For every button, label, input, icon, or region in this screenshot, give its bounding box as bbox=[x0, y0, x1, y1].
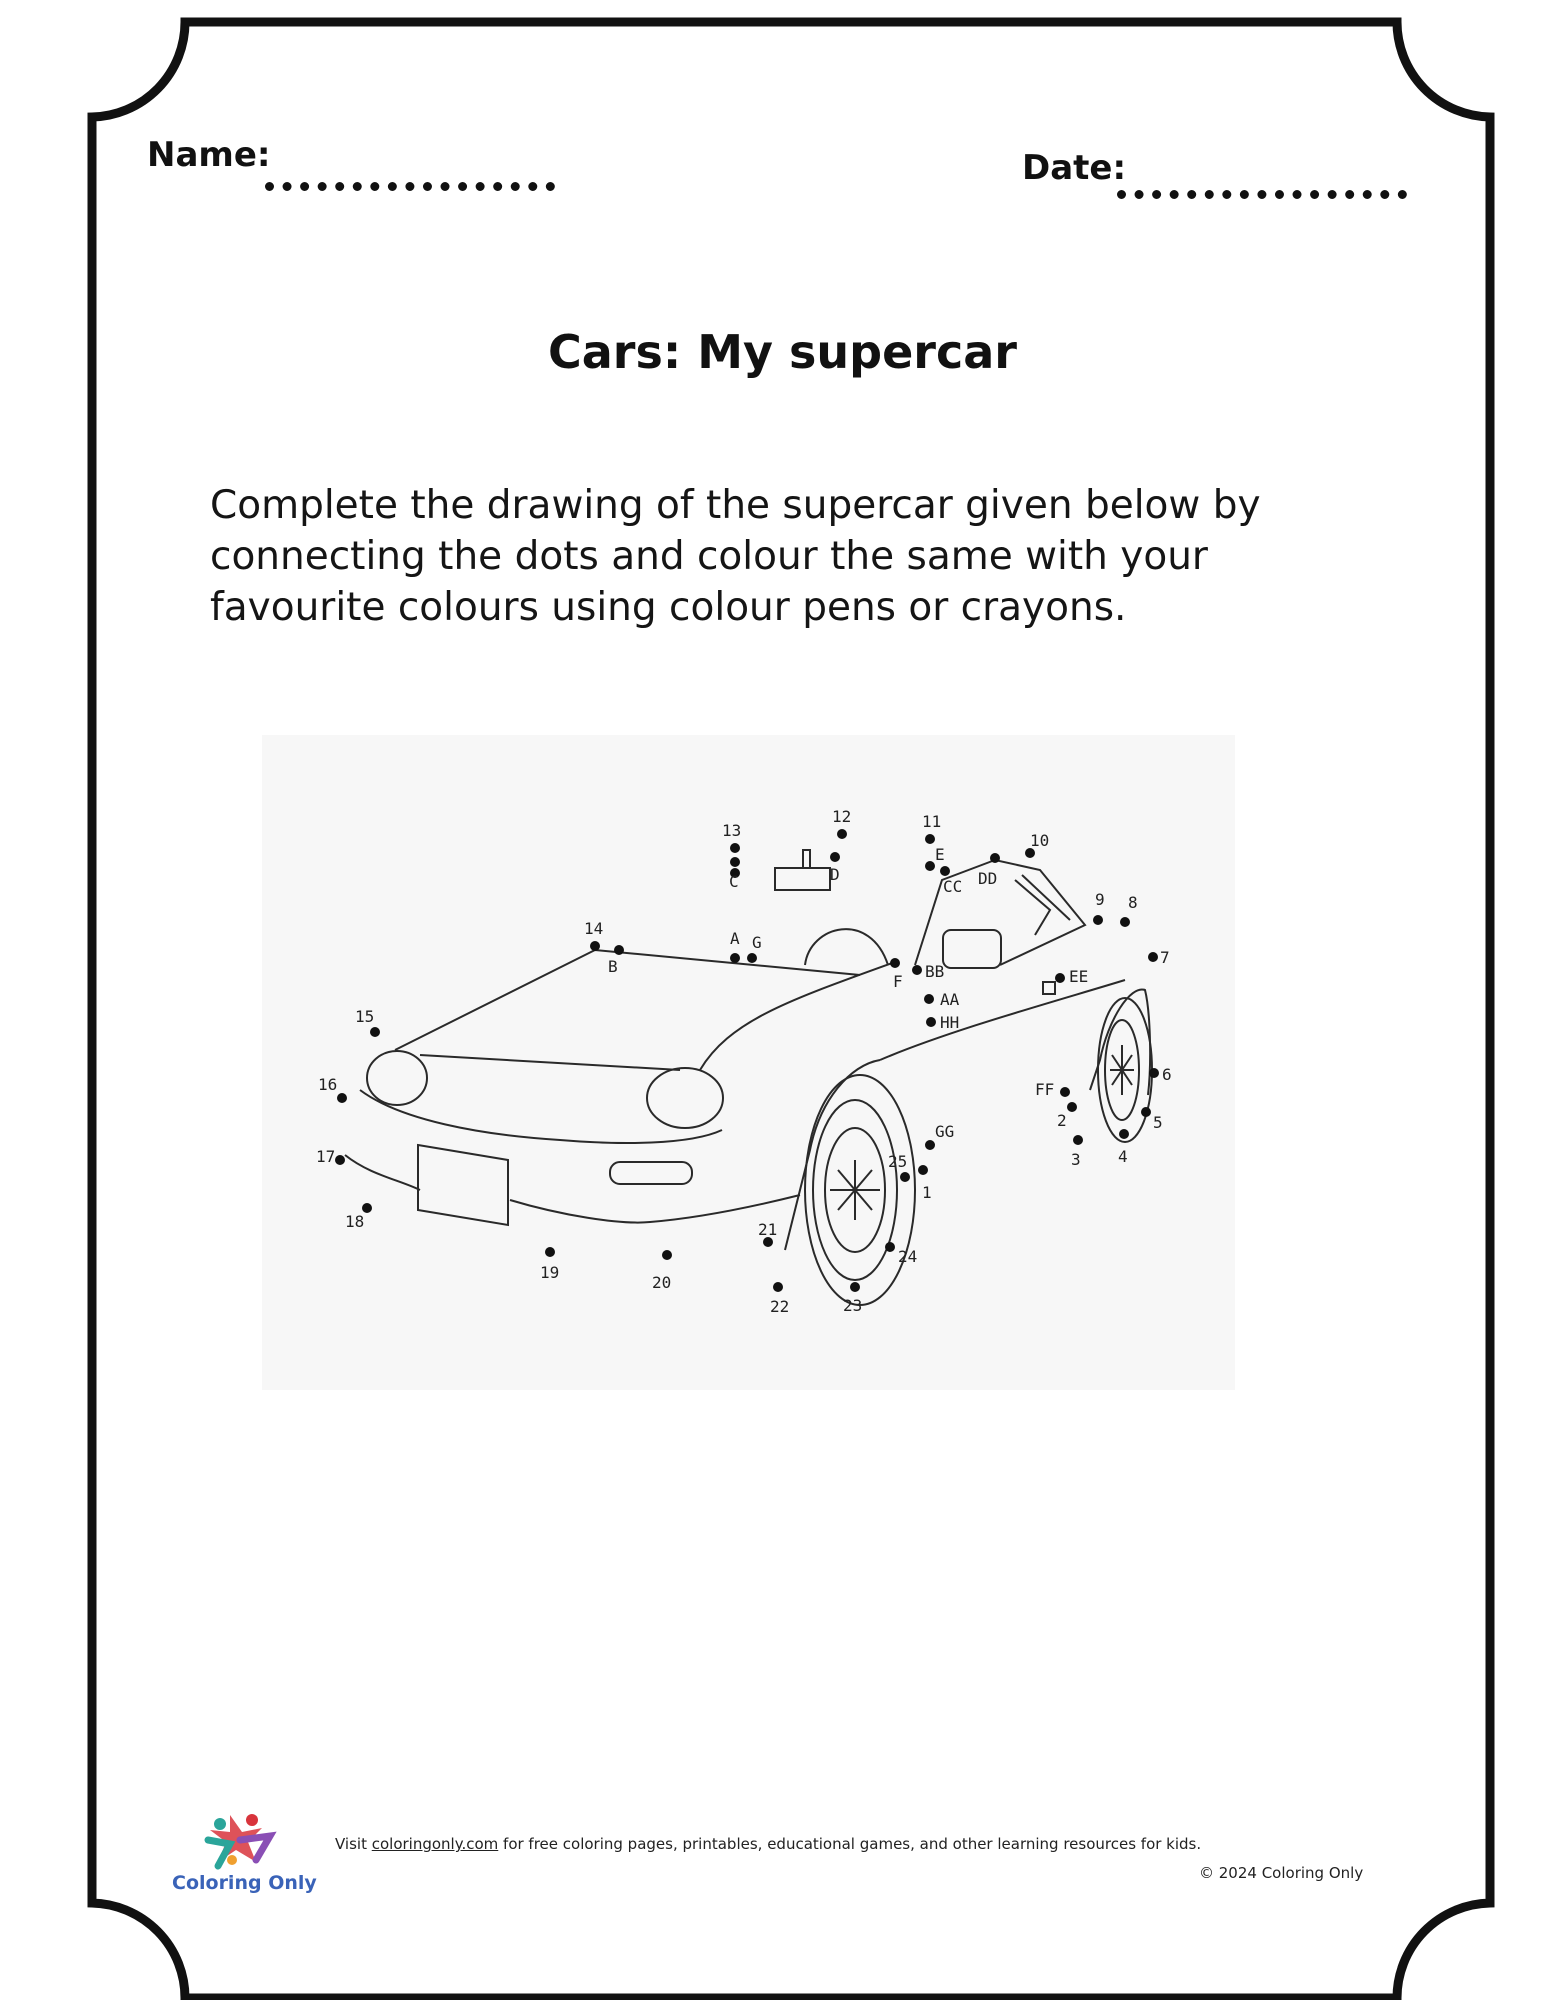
dot-label: 22 bbox=[770, 1297, 790, 1316]
name-field[interactable] bbox=[265, 182, 555, 191]
dot-label: 16 bbox=[318, 1075, 338, 1094]
dot-label: 14 bbox=[584, 919, 604, 938]
dot-label: 1 bbox=[922, 1183, 932, 1202]
dot-label: 6 bbox=[1162, 1065, 1172, 1084]
dot-label: HH bbox=[940, 1013, 960, 1032]
dot-label: FF bbox=[1035, 1080, 1055, 1099]
dot-label: 9 bbox=[1095, 890, 1105, 909]
dot-label: 25 bbox=[888, 1152, 908, 1171]
dot-label: 24 bbox=[898, 1247, 918, 1266]
dot-label: DD bbox=[978, 869, 998, 888]
dot-label: AA bbox=[940, 990, 960, 1009]
dot-label: 17 bbox=[316, 1147, 336, 1166]
dot-label: 5 bbox=[1153, 1113, 1163, 1132]
dot-label: E bbox=[935, 845, 945, 864]
date-label: Date: bbox=[1022, 148, 1127, 188]
dot-label: A bbox=[730, 929, 740, 948]
dot-label: D bbox=[830, 865, 840, 884]
dot-label: 15 bbox=[355, 1007, 375, 1026]
page-title: Cars: My supercar bbox=[548, 325, 1017, 379]
date-field[interactable] bbox=[1117, 190, 1407, 199]
dot-label: 20 bbox=[652, 1273, 672, 1292]
footer-visit-text: Visit bbox=[335, 1835, 372, 1853]
dot-label: EE bbox=[1069, 967, 1089, 986]
dot-label: 10 bbox=[1030, 831, 1050, 850]
dot-label: 4 bbox=[1118, 1147, 1128, 1166]
footer-link[interactable]: coloringonly.com bbox=[371, 1835, 499, 1853]
dot-label: CC bbox=[943, 877, 963, 896]
dot-label: 8 bbox=[1128, 893, 1138, 912]
dot-to-dot-car-picture bbox=[262, 735, 1235, 1390]
footer-rest-text: for free coloring pages, printables, educational games, and other learning resources for kids. bbox=[498, 1835, 1202, 1853]
dot-label: 13 bbox=[722, 821, 742, 840]
dot-label: 23 bbox=[843, 1296, 863, 1315]
dot-label: 18 bbox=[345, 1212, 365, 1231]
brand-name: Coloring Only bbox=[172, 1872, 317, 1894]
footer-text bbox=[335, 1835, 1201, 1853]
dot-label: 2 bbox=[1057, 1111, 1067, 1130]
dot-label: 11 bbox=[922, 812, 942, 831]
name-label: Name: bbox=[147, 135, 271, 175]
coloring-only-logo-icon bbox=[190, 1810, 285, 1872]
dot-label: 19 bbox=[540, 1263, 560, 1282]
dot-label: F bbox=[893, 972, 903, 991]
dot-label: BB bbox=[925, 962, 945, 981]
dot-label: GG bbox=[935, 1122, 955, 1141]
dot-label: 7 bbox=[1160, 948, 1170, 967]
copyright-text: © 2024 Coloring Only bbox=[1199, 1864, 1364, 1882]
dot-label: B bbox=[608, 957, 618, 976]
dot-label: 12 bbox=[832, 807, 852, 826]
dot-label: 3 bbox=[1071, 1150, 1081, 1169]
instructions-text: Complete the drawing of the supercar given below by connecting the dots and colour the same with your favourite colours using colour pens or crayons. bbox=[210, 483, 1261, 630]
dot-label: 21 bbox=[758, 1220, 778, 1239]
dot-label: G bbox=[752, 933, 762, 952]
dot-label: C bbox=[729, 872, 739, 891]
